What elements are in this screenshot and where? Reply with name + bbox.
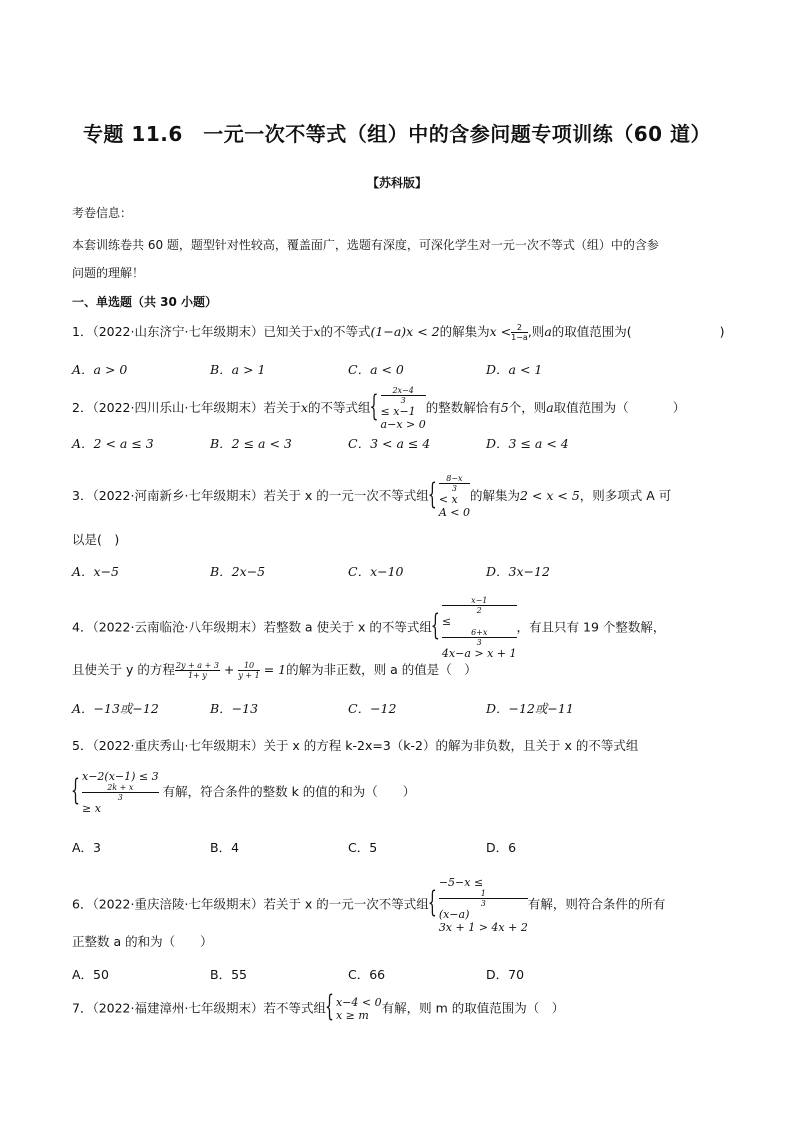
option-c[interactable]: C．−12 [348, 701, 397, 716]
option-c[interactable]: C．3 < a ≤ 4 [348, 436, 431, 451]
intro-line-1: 本套训练卷共 60 题，题型针对性较高，覆盖面广，选题有深度，可深化学生对一元一次不等式（组）中的含参 [72, 238, 659, 252]
system-bottom: A < 0 [438, 506, 470, 519]
question-4-text-3: 的解为非正数，则 a 的值是（ ） [286, 662, 477, 677]
edition-label: 【苏科版】 [366, 176, 427, 190]
fraction-numerator: 2y + a + 3 [175, 661, 219, 670]
fraction-numerator: 10 [238, 661, 259, 671]
option-a[interactable]: A．x−5 [72, 564, 120, 579]
question-4-line-2: 且使关于 y 的方程 $\frac{2y + a + 3}{1+ y}$ + $\frac{10}{y + 1}$ = 1的解为非正数，则 a 的值是（ ） [72, 661, 477, 680]
equation-rest: = 1 [263, 662, 287, 677]
system-bottom: a−x > 0 [380, 418, 426, 431]
question-2-text-2: 的整数解恰有 [425, 400, 501, 415]
system-top: { x−4 < 0 [335, 996, 382, 1009]
question-1-paren: ) [719, 324, 725, 339]
question-2 [72, 386, 732, 431]
question-1-solution: x < [489, 324, 512, 339]
question-1-fraction [511, 323, 528, 342]
question-1-source: 1．（2022·山东济宁·七年级期末）已知关于 [72, 324, 314, 339]
fraction-denominator: 3 [480, 899, 486, 908]
intro-line-2: 问题的理解！ [72, 266, 145, 280]
question-2-system [371, 386, 426, 431]
fraction-denominator: y + 1 [238, 671, 260, 680]
system-top: { x−2(x−1) ≤ 3 [82, 770, 159, 783]
section-heading: 一、单选题（共 30 小题） [72, 295, 218, 309]
fraction-denominator: 1−a [511, 333, 528, 342]
var-a: a [544, 324, 552, 339]
option-d[interactable]: D．6 [486, 840, 517, 855]
option-c[interactable]: C．a < 0 [348, 362, 404, 377]
fraction-numerator: 2k + x [82, 783, 159, 793]
question-6-text: 有解，则符合条件的所有 [527, 896, 666, 912]
question-7-system [326, 996, 382, 1022]
number-5: 5 [500, 400, 509, 415]
fraction-denominator: 3 [117, 793, 123, 802]
question-3-range: 2 < x < 5 [519, 488, 580, 503]
option-d[interactable]: D．3 ≤ a < 4 [486, 436, 569, 451]
question-1-inequality: (1−a)x < 2 [370, 324, 440, 339]
question-6-system [429, 876, 528, 934]
fraction-numerator: { x−1 [442, 596, 517, 606]
option-b[interactable]: B．55 [210, 967, 247, 982]
question-3-source: 3．（2022·河南新乡·七年级期末）若关于 x 的一元一次不等式组 [72, 488, 429, 503]
fraction-numerator: 6+x [442, 628, 517, 638]
question-2-source: 2．（2022·四川乐山·七年级期末）若关于 [72, 400, 301, 415]
question-2-text-3: 个，则 [508, 400, 547, 415]
option-c[interactable]: C．66 [348, 967, 386, 982]
question-4-source: 4．（2022·云南临沧·八年级期末）若整数 a 使关于 x 的不等式组 [72, 619, 432, 635]
fraction-numerator: 2 [511, 323, 528, 333]
option-d[interactable]: D．3x−12 [486, 564, 550, 579]
question-3-text: 的解集为 [469, 488, 520, 503]
system-top: −5−x ≤ [438, 876, 484, 889]
fraction-denominator: 3 [400, 396, 406, 405]
option-b[interactable]: B．2 ≤ a < 3 [210, 436, 292, 451]
option-b[interactable]: B．4 [210, 840, 240, 855]
question-7-source: 7．（2022·福建漳州·七年级期末）若不等式组 [72, 1000, 326, 1016]
option-c[interactable]: C．x−10 [348, 564, 404, 579]
question-1-text-4: 的取值范围为( [551, 324, 632, 339]
question-1-text-3: ,则 [527, 324, 545, 339]
question-4-text: ，有且只有 19 个整数解， [516, 619, 666, 635]
fraction-numerator: { 2x−4 [381, 386, 426, 396]
var-x: x [300, 400, 309, 415]
system-bottom: x ≥ m [335, 1009, 369, 1022]
system-top-rest: ≤ x−1 [380, 405, 416, 418]
question-1 [72, 322, 732, 342]
fraction-numerator: { 8−x [439, 474, 470, 484]
fraction-denominator: 3 [451, 484, 457, 493]
question-2-text: 的不等式组 [308, 400, 371, 415]
system-top-rest: (x−a) [438, 908, 470, 921]
option-a[interactable]: A．2 < a ≤ 3 [72, 436, 154, 451]
fraction-denominator: 2 [476, 606, 482, 615]
question-2-text-4: 取值范围为（ [553, 400, 629, 415]
system-top-rest: < x [438, 493, 458, 506]
question-6-line-2: 正整数 a 的和为（ ） [72, 934, 213, 949]
var-x: x [313, 324, 321, 339]
question-5-text: 有解，符合条件的整数 k 的值的和为（ ） [162, 784, 416, 799]
question-4-system: { x−1 2 ≤ 6+x 3 4x−a > x + 1 [432, 596, 517, 660]
option-b[interactable]: B．−13 [210, 701, 259, 716]
question-7-text: 有解，则 m 的取值范围为（ ） [381, 1000, 565, 1016]
question-5-line-2 [72, 770, 732, 815]
question-4-text-2: 且使关于 y 的方程 [72, 662, 175, 677]
question-2-paren: ） [672, 400, 686, 415]
question-5: 5．（2022·重庆秀山·七年级期末）关于 x 的方程 k-2x=3（k-2）的解为非负数，且关于 x 的不等式组 [72, 738, 639, 753]
question-6-source: 6．（2022·重庆涪陵·七年级期末）若关于 x 的一元一次不等式组 [72, 896, 429, 912]
var-a: a [546, 400, 554, 415]
system-bottom: 4x−a > x + 1 [441, 647, 517, 660]
option-c[interactable]: C．5 [348, 840, 378, 855]
fraction-denominator: 3 [476, 638, 482, 647]
fraction-numerator: 1 [439, 889, 528, 899]
option-a[interactable]: A．50 [72, 967, 109, 982]
question-7 [72, 996, 732, 1022]
fraction-denominator: 1+ y [187, 671, 207, 680]
system-bottom-rest: ≥ x [82, 802, 101, 815]
option-b[interactable]: B．a > 1 [210, 362, 266, 377]
question-3 [72, 474, 732, 519]
question-6 [72, 876, 732, 934]
option-a[interactable]: A．−13或−12 [72, 701, 159, 716]
question-3-system [429, 474, 470, 519]
question-3-text-2: ，则多项式 A 可 [579, 488, 672, 503]
info-label: 考卷信息： [72, 206, 133, 220]
option-a[interactable]: A．a > 0 [72, 362, 128, 377]
system-bottom: 3x + 1 > 4x + 2 [438, 921, 528, 934]
option-d[interactable]: D．a < 1 [486, 362, 543, 377]
question-4 [72, 596, 732, 660]
option-d[interactable]: D．70 [486, 967, 525, 982]
option-a[interactable]: A．3 [72, 840, 102, 855]
question-1-text: 的不等式 [320, 324, 371, 339]
question-3-line-2: 以是( ) [72, 532, 120, 547]
option-d[interactable]: D．−12或−11 [486, 701, 574, 716]
question-1-text-2: 的解集为 [439, 324, 490, 339]
option-b[interactable]: B．2x−5 [210, 564, 266, 579]
page-title: 专题 11.6 一元一次不等式（组）中的含参问题专项训练（60 道） [82, 122, 712, 146]
question-5-system [72, 770, 159, 815]
